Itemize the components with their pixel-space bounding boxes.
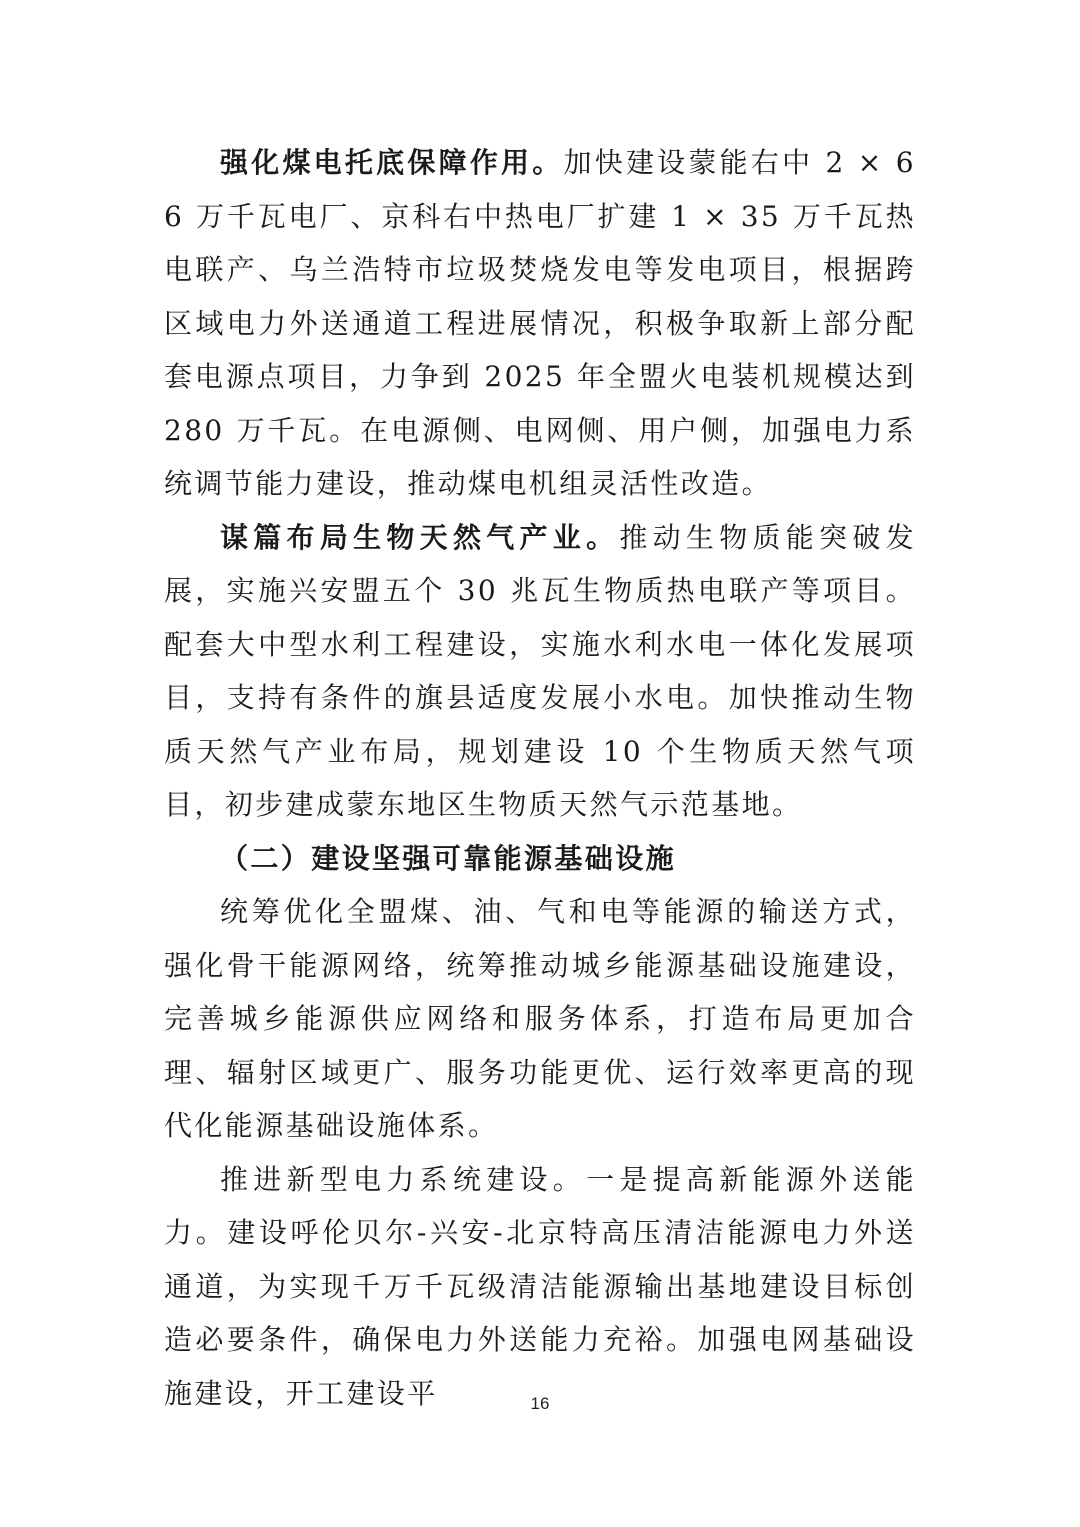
paragraph-body: 推动生物质能突破发展，实施兴安盟五个 30 兆瓦生物质热电联产等项目。配套大中型水利工程建设，实施水利水电一体化发展项目，支持有条件的旗县适度发展小水电。加快推动生物质天然气产业布局，规划建设 10 个生物质天然气项目，初步建成蒙东地区生物质天然气示范基地。 <box>164 520 916 821</box>
paragraph-body: 统筹优化全盟煤、油、气和电等能源的输送方式，强化骨干能源网络，统筹推动城乡能源基础设施建设，完善城乡能源供应网络和服务体系，打造布局更加合理、辐射区域更广、服务功能更优、运行效率更高的现代化能源基础设施体系。 <box>164 895 916 1142</box>
page-number: 16 <box>530 1394 550 1413</box>
paragraph-infrastructure <box>164 885 916 1153</box>
page-content <box>164 136 916 1420</box>
paragraph-lead: 谋篇布局生物天然气产业。 <box>220 520 620 554</box>
paragraph-body: 加快建设蒙能右中 2 × 66 万千瓦电厂、京科右中热电厂扩建 1 × 35 万千瓦热电联产、乌兰浩特市垃圾焚烧发电等发电项目，根据跨区域电力外送通道工程进展情况，积极争取新上部分配套电源点项目，力争到 2025 年全盟火电装机规模达到 280 万千瓦。在电源侧、电网侧、用户侧，加强电力系统调节能力建设，推动煤电机组灵活性改造。 <box>164 146 916 500</box>
paragraph-coal-power <box>164 136 916 511</box>
paragraph-power-system <box>164 1153 916 1421</box>
section-heading: （二）建设坚强可靠能源基础设施 <box>220 841 677 875</box>
paragraph-body: 推进新型电力系统建设。一是提高新能源外送能力。建设呼伦贝尔-兴安-北京特高压清洁能源电力外送通道，为实现千万千瓦级清洁能源输出基地建设目标创造必要条件，确保电力外送能力充裕。加强电网基础设施建设，开工建设平 <box>164 1162 916 1410</box>
paragraph-lead: 强化煤电托底保障作用。 <box>220 146 564 179</box>
paragraph-biogas <box>164 511 916 832</box>
